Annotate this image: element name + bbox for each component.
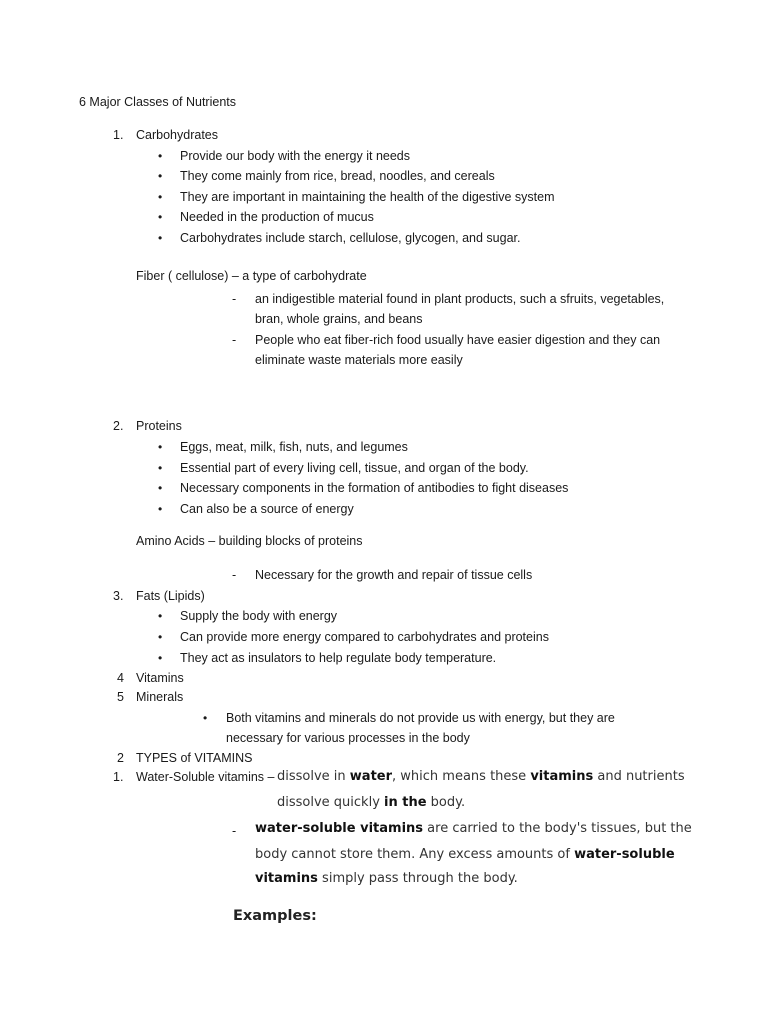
list-number: 5 <box>117 690 124 704</box>
section-heading-proteins: Proteins <box>136 419 182 433</box>
dash-marker: - <box>232 568 237 582</box>
water-soluble-text-line: vitamins simply pass through the body. <box>255 871 518 886</box>
list-item: Eggs, meat, milk, fish, nuts, and legumes <box>180 440 408 454</box>
section-heading-minerals: Minerals <box>136 690 184 704</box>
bullet-icon: • <box>158 190 163 204</box>
fiber-point-line: an indigestible material found in plant products, such a sfruits, vegetables, <box>255 292 665 306</box>
bullet-icon: • <box>158 502 163 516</box>
bullet-icon: • <box>158 651 163 665</box>
fiber-point-line: People who eat fiber-rich food usually have easier digestion and they can <box>255 333 661 347</box>
bullet-icon: • <box>158 169 163 183</box>
section-heading-types-of-vitamins: TYPES of VITAMINS <box>136 751 253 765</box>
list-item: They come mainly from rice, bread, noodles, and cereals <box>180 169 495 183</box>
list-number: 4 <box>117 671 124 685</box>
section-heading-vitamins: Vitamins <box>136 671 184 685</box>
list-number: 3. <box>113 589 124 603</box>
list-number: 1. <box>113 770 124 784</box>
section-heading-fats: Fats (Lipids) <box>136 589 205 603</box>
water-soluble-text-line: dissolve in water, which means these vitamins and nutrients <box>277 769 685 784</box>
list-item: Needed in the production of mucus <box>180 210 374 224</box>
list-item: Can also be a source of energy <box>180 502 354 516</box>
water-soluble-text-line: dissolve quickly in the body. <box>277 795 466 810</box>
water-soluble-heading: Water-Soluble vitamins – <box>136 770 275 784</box>
fiber-heading: Fiber ( cellulose) – a type of carbohydrate <box>136 269 367 283</box>
list-item: Necessary components in the formation of antibodies to fight diseases <box>180 481 569 495</box>
minerals-note-line: Both vitamins and minerals do not provide us with energy, but they are <box>226 711 615 725</box>
bullet-icon: • <box>158 440 163 454</box>
list-item: Provide our body with the energy it needs <box>180 149 410 163</box>
bullet-icon: • <box>158 609 163 623</box>
dash-marker: - <box>232 824 237 838</box>
minerals-note-line: necessary for various processes in the body <box>226 731 470 745</box>
bullet-icon: • <box>158 481 163 495</box>
list-number: 2. <box>113 419 124 433</box>
bullet-icon: • <box>158 630 163 644</box>
fiber-point-line: bran, whole grains, and beans <box>255 312 423 326</box>
section-heading-carbohydrates: Carbohydrates <box>136 128 218 142</box>
list-item: Carbohydrates include starch, cellulose, glycogen, and sugar. <box>180 231 521 245</box>
water-soluble-text-line: body cannot store them. Any excess amounts of water-soluble <box>255 847 675 862</box>
list-item: They act as insulators to help regulate body temperature. <box>180 651 497 665</box>
bullet-icon: • <box>203 711 208 725</box>
water-soluble-text-line: water-soluble vitamins are carried to the body's tissues, but the <box>255 821 692 836</box>
dash-marker: - <box>232 292 237 306</box>
amino-point: Necessary for the growth and repair of tissue cells <box>255 568 533 582</box>
list-item: Can provide more energy compared to carbohydrates and proteins <box>180 630 549 644</box>
list-number: 2 <box>117 751 124 765</box>
list-item: Supply the body with energy <box>180 609 338 623</box>
list-item: They are important in maintaining the health of the digestive system <box>180 190 555 204</box>
dash-marker: - <box>232 333 237 347</box>
bullet-icon: • <box>158 231 163 245</box>
bullet-icon: • <box>158 149 163 163</box>
examples-heading: Examples: <box>233 908 317 924</box>
bullet-icon: • <box>158 461 163 475</box>
amino-acids-heading: Amino Acids – building blocks of proteins <box>136 534 363 548</box>
document-title: 6 Major Classes of Nutrients <box>79 95 237 109</box>
list-number: 1. <box>113 128 124 142</box>
fiber-point-line: eliminate waste materials more easily <box>255 353 463 367</box>
bullet-icon: • <box>158 210 163 224</box>
list-item: Essential part of every living cell, tissue, and organ of the body. <box>180 461 529 475</box>
